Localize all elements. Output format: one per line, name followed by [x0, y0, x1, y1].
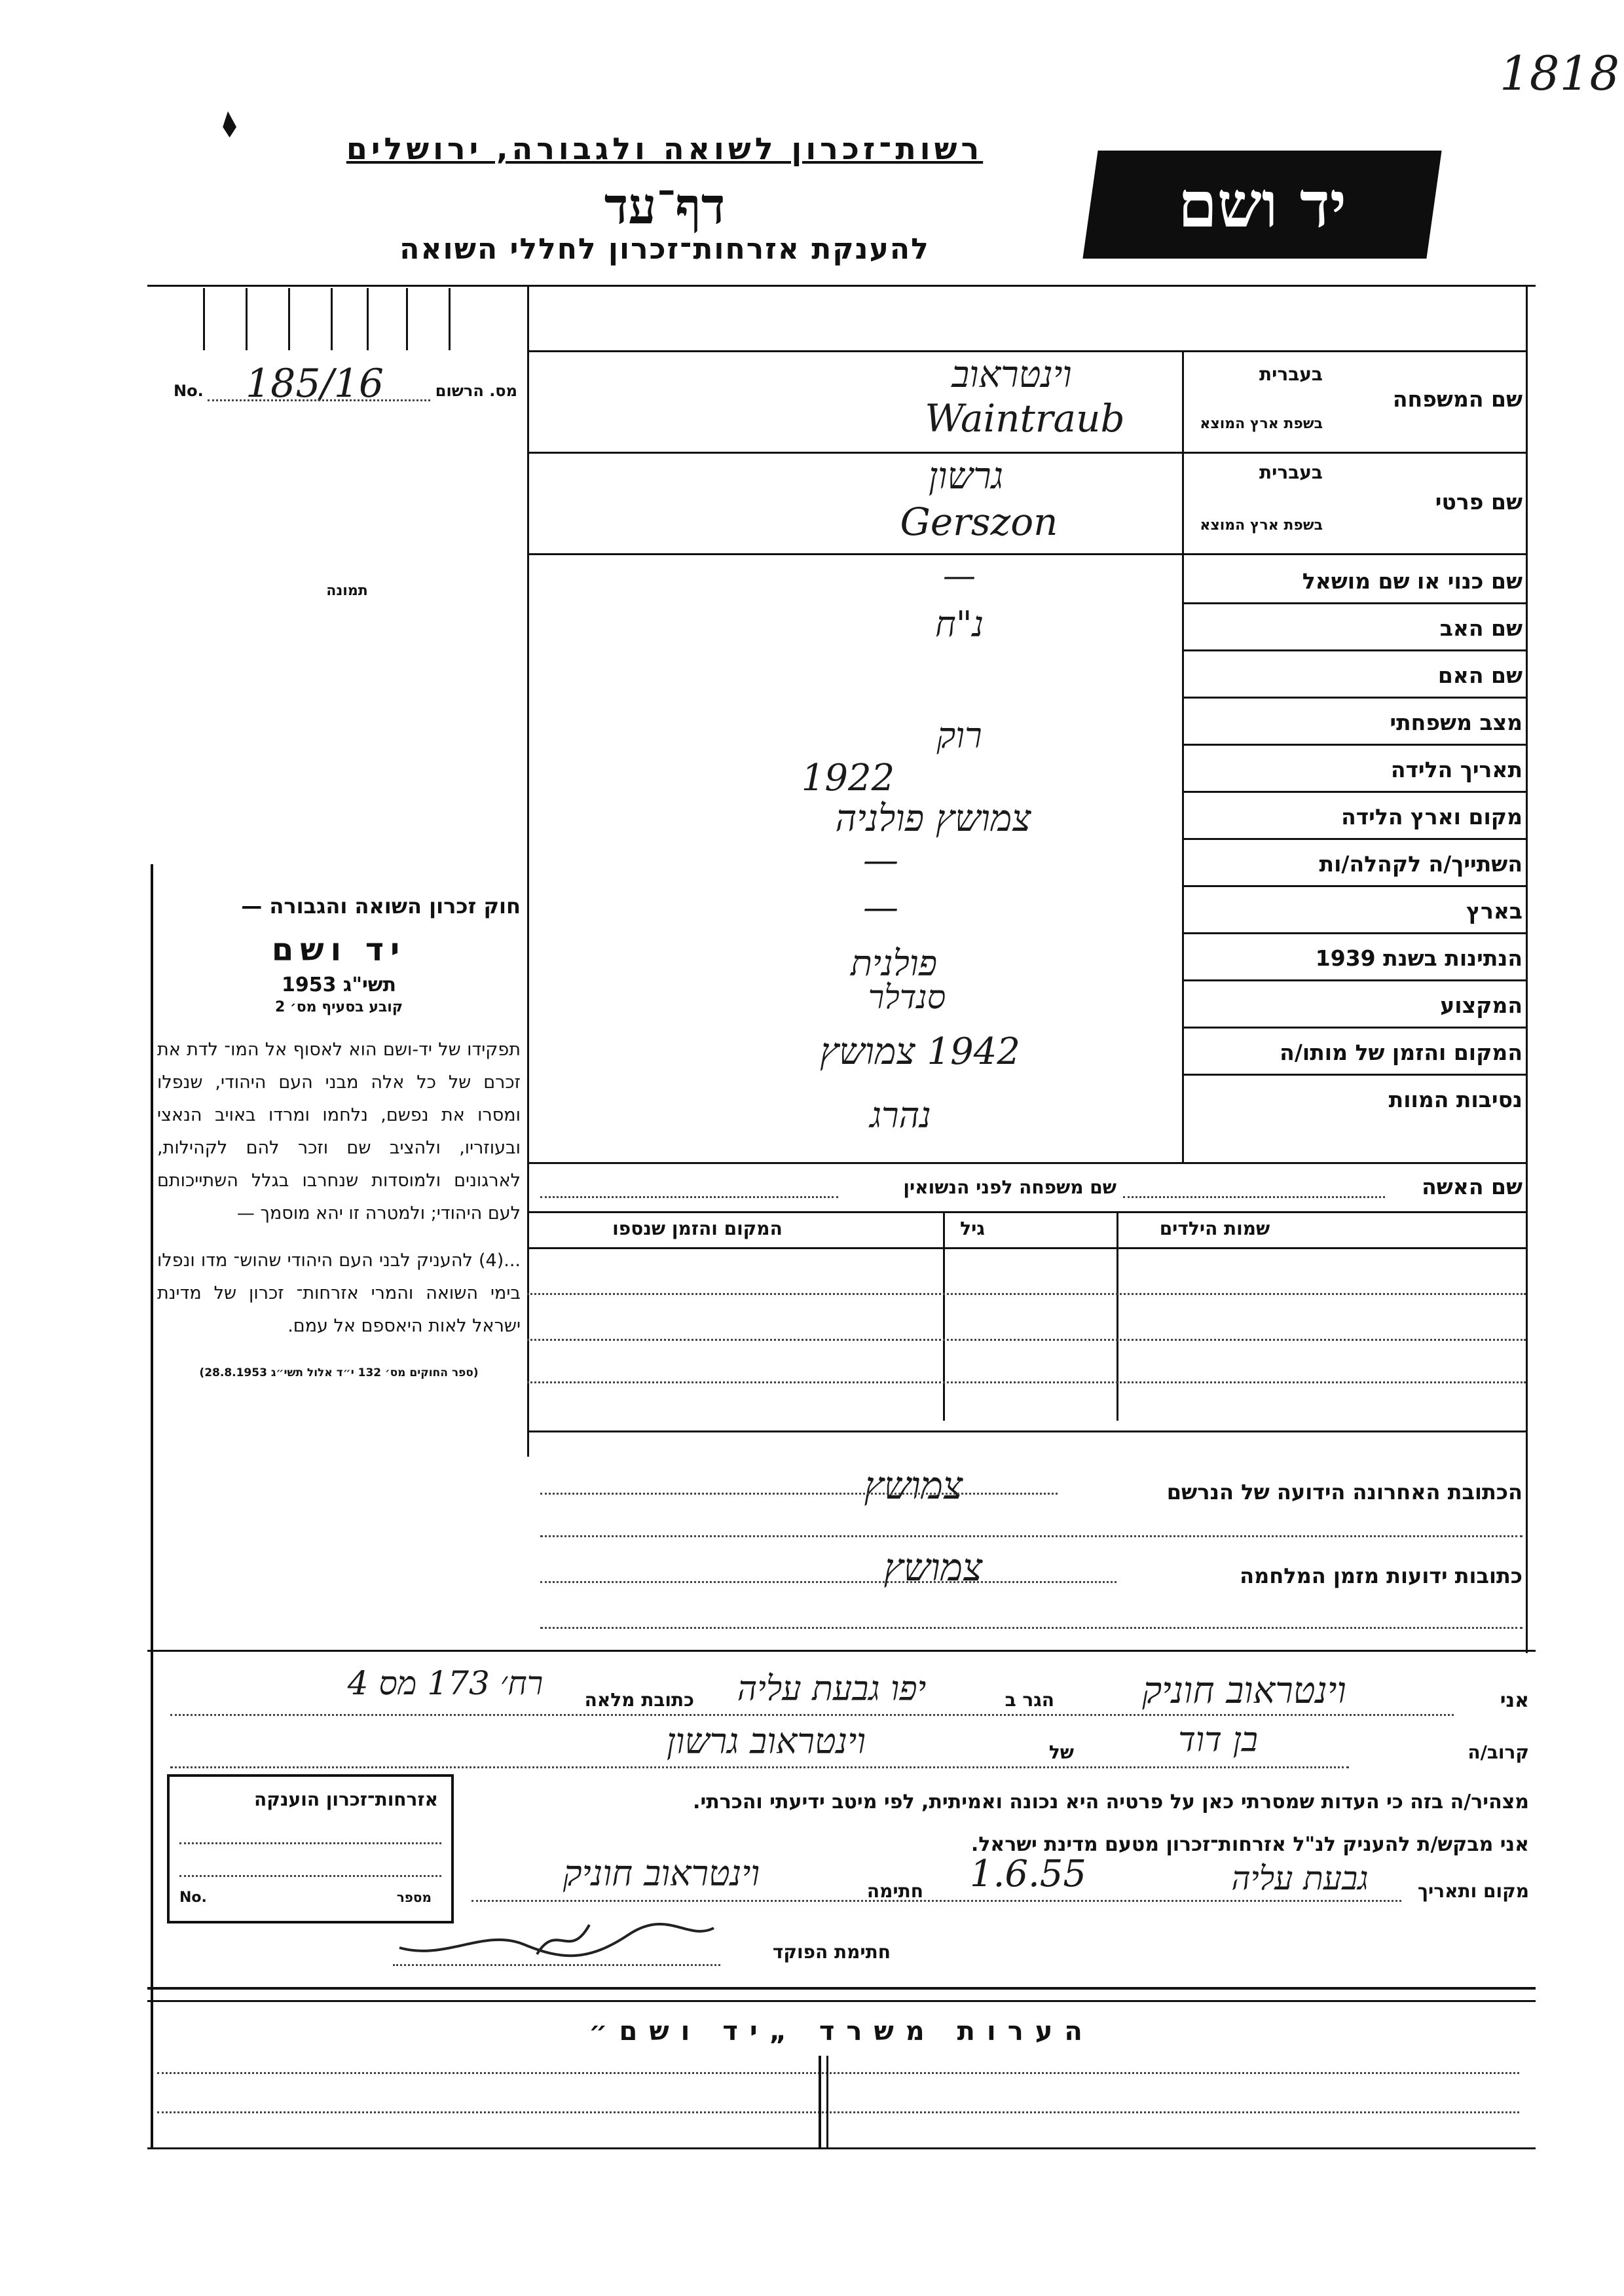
address-war: [527, 1545, 1526, 1650]
decl-name: וינטראוב חוניק: [1142, 1669, 1346, 1712]
law-box: [157, 894, 521, 1379]
form-subtitle: להענקת אזרחות־זכרון לחללי השואה: [399, 232, 930, 266]
children-table: [527, 1211, 1526, 1434]
field-value: רוק: [936, 715, 982, 756]
field-nickname: [527, 556, 1526, 604]
first-name-hebrew: גרשון: [928, 455, 1004, 498]
decl-signature-label: חתימה: [866, 1880, 923, 1902]
field-label: השתייך/ה לקהלה/ות: [1319, 851, 1522, 877]
decl-relative-name: וינטראוב גרשון: [666, 1721, 866, 1762]
law-year: תשי"ג 1953: [281, 974, 397, 996]
family-name-hebrew: וינטראוב: [951, 354, 1072, 396]
decl-resides-label: הגר ב: [1005, 1689, 1054, 1711]
corner-number: 1818: [1500, 46, 1620, 101]
field-value: פולנית: [850, 943, 938, 984]
decl-request: אני מבקש/ת להעניק לנ"ל אזרחות־זכרון מטעם מדינת ישראל.: [970, 1833, 1529, 1856]
field-label: שם המשפחה: [1392, 386, 1522, 412]
field-value: נהרג: [870, 1095, 931, 1136]
decl-relation: בן דוד: [1178, 1721, 1258, 1760]
yad-vashem-logo: [1082, 151, 1441, 259]
decl-address: רח׳ 173 מס 4: [347, 1664, 544, 1702]
field-community: [527, 839, 1526, 886]
law-section: קובע בסעיף מס׳ 2: [274, 999, 403, 1015]
field-label: נסיבות המוות: [1388, 1087, 1522, 1112]
registration-label-en: No.: [174, 382, 204, 400]
decl-place-date-label: מקום ותאריך: [1417, 1880, 1529, 1902]
first-name-origin: Gerszon: [900, 500, 1058, 544]
field-value: —: [863, 839, 898, 881]
field-label: שם האם: [1437, 663, 1522, 688]
field-country: [527, 886, 1526, 934]
wife-label: שם האשה: [1422, 1174, 1522, 1199]
decl-statement: מצהיר/ה בזה כי העדות שמסרתי כאן על פרטיה היא נכונה ואמיתית, לפי מיטב ידיעתי והכרתי.: [693, 1791, 1529, 1813]
field-label: מצב משפחתי: [1390, 710, 1522, 735]
address-last-label: הכתובת האחרונה הידועה של הנרשם: [1166, 1480, 1522, 1504]
field-label: מקום וארץ הלידה: [1341, 804, 1522, 829]
field-sublabel-hebrew: בעברית: [1259, 363, 1323, 385]
registration-label-he: מס. הרשום: [435, 382, 517, 400]
field-label: המקום והזמן של מותו/ה: [1280, 1040, 1522, 1065]
address-war-value: צמושץ: [883, 1545, 983, 1590]
field-sublabel-hebrew: בעברית: [1259, 462, 1323, 483]
decl-signature-value: וינטראוב חוניק: [563, 1853, 760, 1894]
decl-official-label: חתימת הפוקד: [772, 1941, 891, 1963]
institution-heading: רשות־זכרון לשואה ולגבורה, ירושלים: [346, 131, 984, 166]
field-first-name: [527, 455, 1526, 556]
field-sublabel-origin: בשפת ארץ המוצא: [1200, 416, 1323, 432]
field-label: המקצוע: [1440, 993, 1522, 1018]
field-marital-status: [527, 698, 1526, 756]
logo-text: יד ושם: [1177, 168, 1347, 242]
decl-address-label: כתובת מלאה: [584, 1689, 694, 1711]
field-father: [527, 604, 1526, 651]
registration-value: 185/16: [246, 361, 384, 407]
form-title: דף־עד: [604, 177, 726, 235]
citizenship-no-he: מספר: [396, 1889, 432, 1905]
field-label: הנתינות בשנת 1939: [1315, 945, 1522, 971]
field-value: 1922: [801, 757, 895, 799]
decl-relation-label: קרוב/ה: [1467, 1741, 1529, 1763]
registration-row: [174, 363, 521, 409]
address-war-label: כתובות ידועות מזמן המלחמה: [1240, 1563, 1522, 1588]
field-value: סנדלר: [868, 978, 946, 1016]
wife-row: [527, 1162, 1526, 1211]
address-last: [527, 1430, 1526, 1545]
children-header-place: המקום והזמן שנספו: [612, 1218, 783, 1239]
field-label: בארץ: [1466, 898, 1522, 924]
law-name: יד ושם: [271, 932, 407, 968]
decl-of-label: של: [1048, 1741, 1074, 1763]
field-citizenship-1939: [527, 934, 1526, 984]
field-mother: [527, 651, 1526, 698]
field-value: —: [863, 886, 898, 928]
field-death-circumstances: [527, 1075, 1526, 1136]
field-label: שם פרטי: [1435, 489, 1522, 515]
top-cells: [190, 288, 527, 350]
law-footnote: (ספר החוקים מס׳ 132 י״ד אלול תשי״ג 28.8.1953): [199, 1366, 479, 1379]
field-sublabel-origin: בשפת ארץ המוצא: [1200, 517, 1323, 534]
field-birth-place: [527, 792, 1526, 839]
field-value: 1942 צמושץ: [819, 1030, 1020, 1073]
footer-title: הערות משרד „יד ושם״: [589, 2016, 1094, 2047]
law-heading: חוק זכרון השואה והגבורה —: [241, 894, 521, 919]
field-death-place-time: [527, 1028, 1526, 1075]
law-paragraph-1: תפקידו של יד-ושם הוא לאסוף אל המו־ לדת את זכרם של כל אלה מבני העם היהודי, שנפלו ומסרו את נפשם, נלחמו ומרדו באויב הנאצי ובעוזריו, ולהציב שם וזכר להם לקהילות, לארגונים ולמוסדות שנחרבו בגלל השתייכותם לעם היהודי; ולמטרה זו יהא מוסמך —: [157, 1040, 521, 1224]
address-last-value: צמושץ: [864, 1463, 963, 1508]
field-label: שם כנוי או שם מושאל: [1302, 568, 1522, 594]
decl-date-value: 1.6.55: [969, 1853, 1087, 1895]
decl-place-value: גבעת עליה: [1231, 1859, 1369, 1897]
field-value: צמושץ פולניה: [835, 797, 1031, 840]
citizenship-no-en: No.: [179, 1889, 207, 1906]
decl-prefix: אני: [1500, 1689, 1529, 1712]
field-label: תאריך הלידה: [1390, 757, 1522, 782]
law-paragraph-2: ...(4) להעניק לבני העם היהודי שהוש־ מדו ונפלו בימי השואה והמרי אזרחות־ זכרון של מדינת ישראל לאות היאספם אל עמם.: [157, 1250, 521, 1336]
children-header-names: שמות הילדים: [1159, 1218, 1270, 1239]
field-occupation: [527, 978, 1526, 1028]
children-header-age: גיל: [960, 1218, 985, 1239]
field-family-name: [527, 350, 1526, 455]
field-value: נ"ח: [934, 604, 984, 645]
field-label: שם האב: [1439, 615, 1522, 641]
citizenship-title: אזרחות־זכרון הוענקה: [254, 1789, 438, 1810]
family-name-origin: Waintraub: [925, 396, 1125, 441]
field-birth-date: [527, 745, 1526, 799]
citizenship-box: [167, 1774, 454, 1923]
wife-maiden-label: שם משפחה לפני הנשואין: [903, 1176, 1116, 1198]
corner-mark-icon: [219, 111, 236, 137]
field-value: —: [943, 556, 976, 594]
photo-label: תמונה: [326, 583, 368, 599]
decl-place: יפו גבעת עליה: [737, 1669, 927, 1709]
